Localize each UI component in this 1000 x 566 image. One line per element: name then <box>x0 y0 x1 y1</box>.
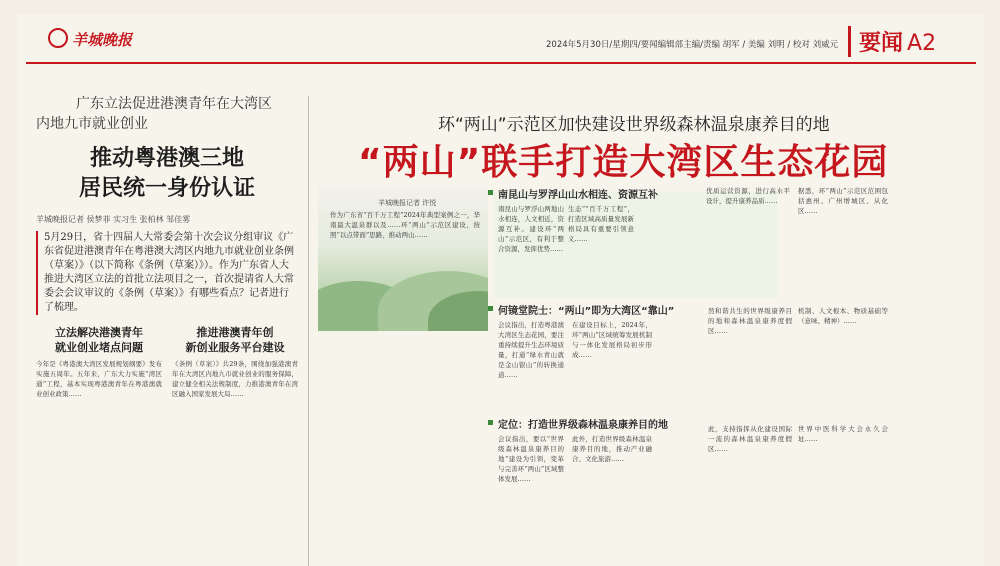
section-1-col-2: 生态”“百千万工程”，打造区域高质量发展新格局具有重要引领意义…… <box>568 205 634 243</box>
section-3-title: 定位：打造世界级森林温泉康养目的地 <box>498 420 668 431</box>
newspaper-logo: 羊城晚报 <box>48 28 132 50</box>
subhead-2: 推进港澳青年创 新创业服务平台建设 <box>185 326 285 354</box>
main-intro: 作为广东省“百千万工程”2024年典型案例之一，华南最大温泉群以及……环“两山”示范区建设，按照“以点带面”思路，推动两山…… <box>330 211 480 239</box>
column-divider <box>308 96 309 566</box>
main-byline: 羊城晚报记者 许悦 <box>378 199 437 207</box>
left-subcolumn-2 <box>172 325 298 399</box>
section-3-col-3: 此，支持指挥从化建设国际一流的森林温泉康养度假区…… <box>708 425 792 453</box>
section-1-col-4: 据悉，环“两山”示范区范围包括惠州、广州增城区、从化区…… <box>798 187 888 215</box>
subtext-2: 《条例（草案）》共29条，围绕加强港澳青年在大湾区内地九市就业创业的服务保障，建立健全相关法规制度，力推港澳青年在湾区融入国家发展大局…… <box>172 360 298 398</box>
masthead <box>26 18 976 64</box>
section-2-title: 何镜堂院士：“两山”即为大湾区“靠山” <box>498 306 675 317</box>
logo-emblem-icon <box>48 28 68 48</box>
left-story <box>36 94 298 399</box>
section-1-col-1: 南昆山与罗浮山两地山水相连，人文相近，资源互补。建设环“两山”示范区，有利于整合资源，发挥优势…… <box>498 205 564 253</box>
section-1-bullet <box>488 190 493 195</box>
main-headline: “两山”联手打造大湾区生态花园 <box>358 142 889 183</box>
left-kicker: 广东立法促进港澳青年在大湾区 内地九市就业创业 <box>36 96 272 132</box>
left-lead: 5月29日，省十四届人大常委会第十次会议分组审议《广东省促进港澳青年在粤港澳大湾区内地九市就业创业条例（草案）》（以下简称《条例（草案）》）。作为广东省人大推进大湾区立法的首批立法项目之一，首次提请省人大常委会会议审议的《条例（草案）》有哪些看点？记者进行了梳理。 <box>36 231 298 315</box>
section-2-col-3: 然和谐共生的世界级康养目的地和森林温泉康养度假区…… <box>708 307 792 335</box>
section-3-col-2: 此外，打造世界级森林温泉康养目的地，推动产业融合、文化旅游…… <box>572 435 652 463</box>
section-3-col-1: 会议指出，要以“世界级森林温泉康养目的地”建设为引领，变革与完善环“两山”区域整体发展…… <box>498 435 564 483</box>
section-2-col-2: 在建设目标上，2024年，环“两山”区域统筹发展机制与一体化发展格局初步形成…… <box>572 321 652 359</box>
left-headline: 推动粤港澳三地 居民统一身份认证 <box>78 146 255 201</box>
subtext-1: 今年是《粤港澳大湾区发展规划纲要》发布实施五周年。五年来，广东大力实施“湾区通”工程，基本实现粤港澳青年在粤港澳就业创业政策…… <box>36 360 162 398</box>
issue-meta: 2024年5月30日/星期四/要闻编辑部主编/责编 胡军 / 美编 刘明 / 校对 刘威元 <box>546 40 839 50</box>
section-2-bullet <box>488 306 493 311</box>
section-3-bullet <box>488 420 493 425</box>
section-label: 要闻 A2 <box>848 26 936 57</box>
subhead-1: 立法解决港澳青年 就业创业堵点问题 <box>55 326 143 354</box>
main-kicker: 环“两山”示范区加快建设世界级森林温泉康养目的地 <box>438 115 830 135</box>
left-subcolumn-1 <box>36 325 162 399</box>
page-number: A2 <box>907 31 937 56</box>
section-2-col-1: 会议指出，打造粤港澳大湾区生态花园，要注重持续提升生态环境质量，打通“绿水青山就是金山银山”的转换通道…… <box>498 321 564 379</box>
section-1-col-3: 优质运营资源，进行高水平设计，提升康养品质…… <box>706 187 790 205</box>
left-subcolumns <box>36 325 298 399</box>
newspaper-page <box>18 14 984 566</box>
left-byline: 羊城晚报记者 侯梦菲 实习生 张柏林 邹佳雾 <box>36 215 191 224</box>
section-1-title: 南昆山与罗浮山山水相连、资源互补 <box>498 190 658 201</box>
section-3-col-4: 世界中医科学大会永久会址…… <box>798 425 888 443</box>
section-2-col-4: 机制、人文根本、物质基础等（意味、精神）…… <box>798 307 888 325</box>
